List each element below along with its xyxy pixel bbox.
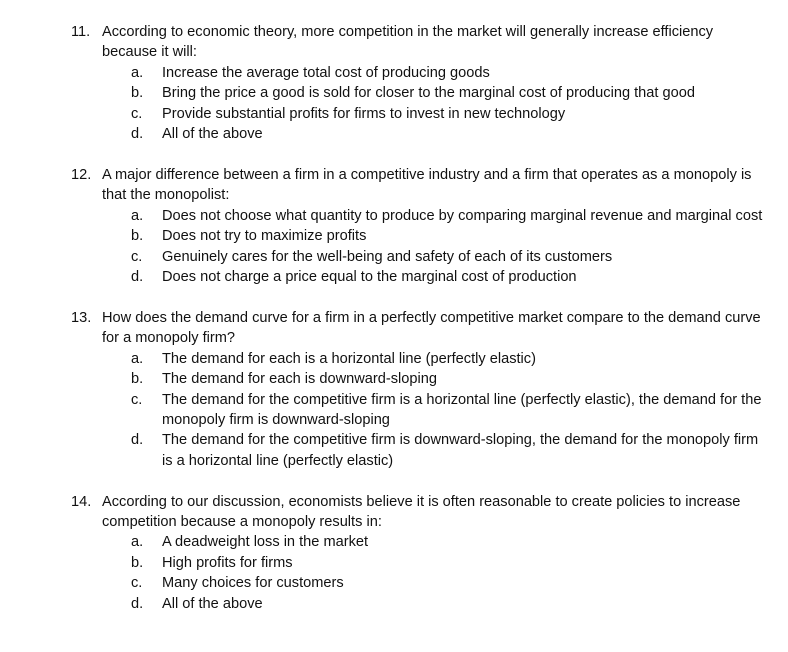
option-letter: c. (131, 575, 143, 592)
option-text: Does not try to maximize profits (162, 228, 367, 245)
option-letter: d. (131, 126, 144, 143)
option-letter: c. (131, 105, 143, 122)
option-text: Provide substantial profits for firms to invest in new technology (162, 105, 566, 122)
answer-option-c (0, 247, 788, 267)
answer-option-d (0, 594, 788, 614)
question-text: How does the demand curve for a firm in a perfectly competitive market compare to the demand curve for a monopoly firm? (102, 309, 761, 347)
option-letter: b. (131, 228, 144, 245)
option-text: Does not choose what quantity to produce by comparing marginal revenue and marginal cost (162, 207, 763, 224)
option-letter: b. (131, 85, 144, 102)
option-text: A deadweight loss in the market (162, 534, 369, 551)
question-number: 12. (71, 166, 92, 183)
answer-option-c (0, 390, 788, 431)
answer-option-d (0, 430, 788, 471)
answer-option-b (0, 83, 788, 103)
question-stem (0, 22, 788, 63)
answer-option-a (0, 206, 788, 226)
question-text: According to our discussion, economists believe it is often reasonable to create policies to increase competition because a monopoly results in: (102, 493, 741, 531)
option-text: Genuinely cares for the well-being and safety of each of its customers (162, 248, 613, 265)
question-number: 11. (71, 24, 91, 40)
answer-option-b (0, 553, 788, 573)
question-text: According to economic theory, more competition in the market will generally increase efficiency because it will: (102, 24, 714, 61)
answer-option-d (0, 124, 788, 144)
answer-option-a (0, 63, 788, 83)
question-stem (0, 308, 788, 349)
answer-option-d (0, 267, 788, 287)
answer-option-b (0, 226, 788, 246)
question-11 (0, 22, 788, 144)
option-text: Does not charge a price equal to the marginal cost of production (162, 268, 577, 285)
option-letter: b. (131, 554, 144, 571)
option-letter: d. (131, 268, 144, 285)
option-letter: c. (131, 248, 143, 265)
option-text: Bring the price a good is sold for closer to the marginal cost of producing that good (162, 85, 695, 102)
answer-option-c (0, 573, 788, 593)
question-number: 13. (71, 309, 92, 326)
question-list (0, 22, 788, 635)
option-letter: a. (131, 207, 144, 224)
option-text: The demand for each is a horizontal line (perfectly elastic) (162, 350, 536, 367)
question-stem (0, 492, 788, 533)
answer-option-b (0, 369, 788, 389)
option-letter: d. (131, 595, 144, 612)
question-13 (0, 308, 788, 471)
answer-option-a (0, 349, 788, 369)
option-text: The demand for the competitive firm is a horizontal line (perfectly elastic), the demand for the monopoly firm is downward-sloping (162, 391, 762, 428)
option-letter: d. (131, 432, 144, 449)
option-text: High profits for firms (162, 554, 293, 571)
option-letter: b. (131, 371, 144, 388)
option-letter: a. (131, 350, 144, 367)
option-letter: a. (131, 534, 144, 551)
answer-option-c (0, 104, 788, 124)
question-12 (0, 165, 788, 287)
option-text: Increase the average total cost of producing goods (162, 64, 490, 81)
option-text: Many choices for customers (162, 575, 344, 592)
option-text: The demand for the competitive firm is downward-sloping, the demand for the monopoly firm is a horizontal line (perfectly elastic) (162, 432, 759, 469)
option-letter: c. (131, 391, 143, 408)
option-letter: a. (131, 64, 144, 81)
option-text: All of the above (162, 595, 263, 612)
option-text: The demand for each is downward-sloping (162, 371, 438, 388)
option-text: All of the above (162, 126, 263, 143)
question-text: A major difference between a firm in a competitive industry and a firm that operates as a monopoly is that the monopolist: (102, 166, 752, 204)
question-number: 14. (71, 493, 92, 510)
question-stem (0, 165, 788, 206)
question-14 (0, 492, 788, 614)
answer-option-a (0, 532, 788, 552)
